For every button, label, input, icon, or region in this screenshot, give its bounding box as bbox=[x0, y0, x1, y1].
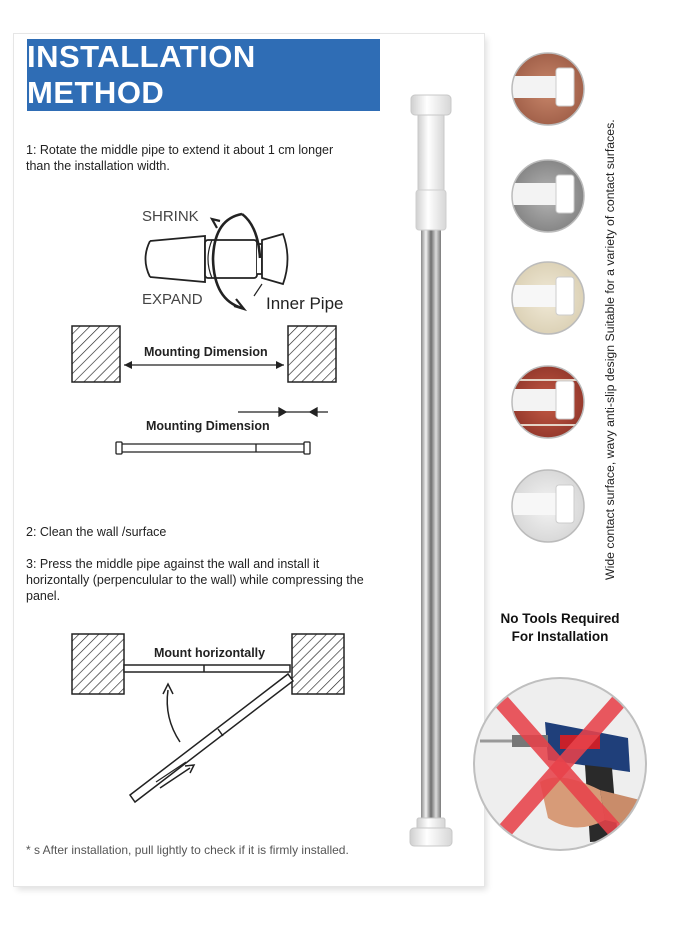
shrink-label: SHRINK bbox=[142, 208, 199, 225]
mounting-dimension-label-2: Mounting Dimension bbox=[146, 419, 270, 433]
step-2-text: 2: Clean the wall /surface bbox=[26, 525, 167, 539]
surface-sample-red-brick bbox=[512, 366, 584, 438]
surface-sample-marble bbox=[512, 262, 584, 334]
mount-horizontally-label: Mount horizontally bbox=[154, 646, 266, 660]
tension-rod-product bbox=[410, 95, 452, 846]
mounting-dimension-label-1: Mounting Dimension bbox=[144, 345, 268, 359]
step-1-text: 1: Rotate the middle pipe to extend it about 1 cm longer than the installation width. bbox=[26, 143, 334, 173]
no-tools-caption: No Tools Required For Installation bbox=[500, 611, 620, 644]
surface-sample-brick bbox=[512, 53, 584, 125]
expand-label: EXPAND bbox=[142, 291, 203, 308]
footnote: * s After installation, pull lightly to check if it is firmly installed. bbox=[26, 843, 349, 857]
contact-surface-caption: Wide contact surface, wavy anti-slip design Suitable for a variety of contact surfaces. bbox=[603, 119, 617, 580]
page-title: INSTALLATION METHOD bbox=[27, 39, 380, 111]
no-drill-illustration bbox=[474, 678, 646, 850]
inner-pipe-label: Inner Pipe bbox=[266, 294, 344, 313]
surface-sample-stucco bbox=[512, 470, 584, 542]
surface-sample-tile bbox=[512, 160, 584, 232]
step-3-text: 3: Press the middle pipe against the wall and install it horizontally (perpenculular to the wall) while compressing the panel. bbox=[26, 557, 364, 603]
